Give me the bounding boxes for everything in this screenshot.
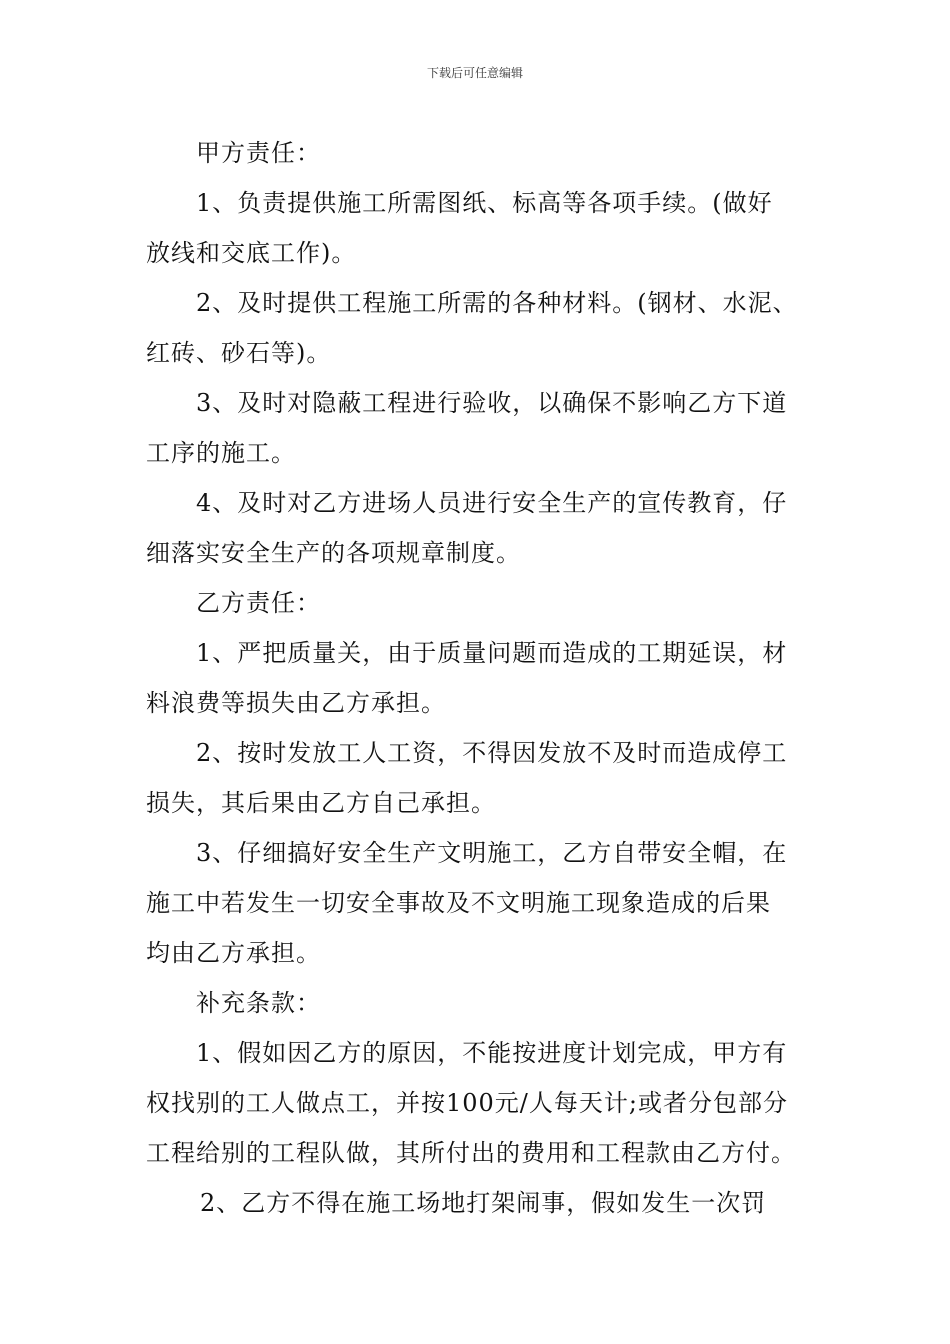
text-line: 工序的施工。 xyxy=(146,439,296,467)
document-body xyxy=(146,128,836,1228)
text-line: 补充条款： xyxy=(196,989,321,1017)
text-line: 损失，其后果由乙方自己承担。 xyxy=(146,789,496,817)
paragraph-supplementary-heading xyxy=(146,978,836,1028)
paragraph-party-a-item-3 xyxy=(146,378,836,478)
text-line: 1、负责提供施工所需图纸、标高等各项手续。(做好 xyxy=(196,189,773,217)
paragraph-party-a-item-2 xyxy=(146,278,836,378)
page-header: 下载后可任意编辑 xyxy=(426,66,523,80)
text-line: 料浪费等损失由乙方承担。 xyxy=(146,689,446,717)
text-line: 3、及时对隐蔽工程进行验收，以确保不影响乙方下道 xyxy=(196,389,788,417)
text-line: 放线和交底工作)。 xyxy=(146,239,357,267)
text-line: 权找别的工人做点工，并按100元/人每天计;或者分包部分 xyxy=(146,1089,788,1117)
paragraph-party-b-item-2 xyxy=(146,728,836,828)
paragraph-party-b-heading xyxy=(146,578,836,628)
text-line: 甲方责任： xyxy=(196,139,321,167)
paragraph-party-a-item-1 xyxy=(146,178,836,278)
paragraph-party-b-item-1 xyxy=(146,628,836,728)
text-line: 1、假如因乙方的原因，不能按进度计划完成，甲方有 xyxy=(196,1039,788,1067)
paragraph-party-a-item-4 xyxy=(146,478,836,578)
text-line: 4、及时对乙方进场人员进行安全生产的宣传教育，仔 xyxy=(196,489,788,517)
text-line: 2、按时发放工人工资，不得因发放不及时而造成停工 xyxy=(196,739,788,767)
paragraph-supplementary-item-2 xyxy=(146,1178,836,1228)
text-line: 红砖、砂石等)。 xyxy=(146,339,332,367)
text-line: 施工中若发生一切安全事故及不文明施工现象造成的后果 xyxy=(146,889,771,917)
text-line: 均由乙方承担。 xyxy=(146,939,321,967)
text-line: 3、仔细搞好安全生产文明施工，乙方自带安全帽，在 xyxy=(196,839,788,867)
text-line: 1、严把质量关，由于质量问题而造成的工期延误，材 xyxy=(196,639,788,667)
text-line: 乙方责任： xyxy=(196,589,321,617)
text-line: 2、乙方不得在施工场地打架闹事，假如发生一次罚 xyxy=(200,1189,767,1217)
text-line: 2、及时提供工程施工所需的各种材料。(钢材、水泥、 xyxy=(196,289,798,317)
paragraph-party-a-heading xyxy=(146,128,836,178)
text-line: 细落实安全生产的各项规章制度。 xyxy=(146,539,521,567)
text-line: 工程给别的工程队做，其所付出的费用和工程款由乙方付。 xyxy=(146,1139,796,1167)
paragraph-supplementary-item-1 xyxy=(146,1028,836,1178)
paragraph-party-b-item-3 xyxy=(146,828,836,978)
